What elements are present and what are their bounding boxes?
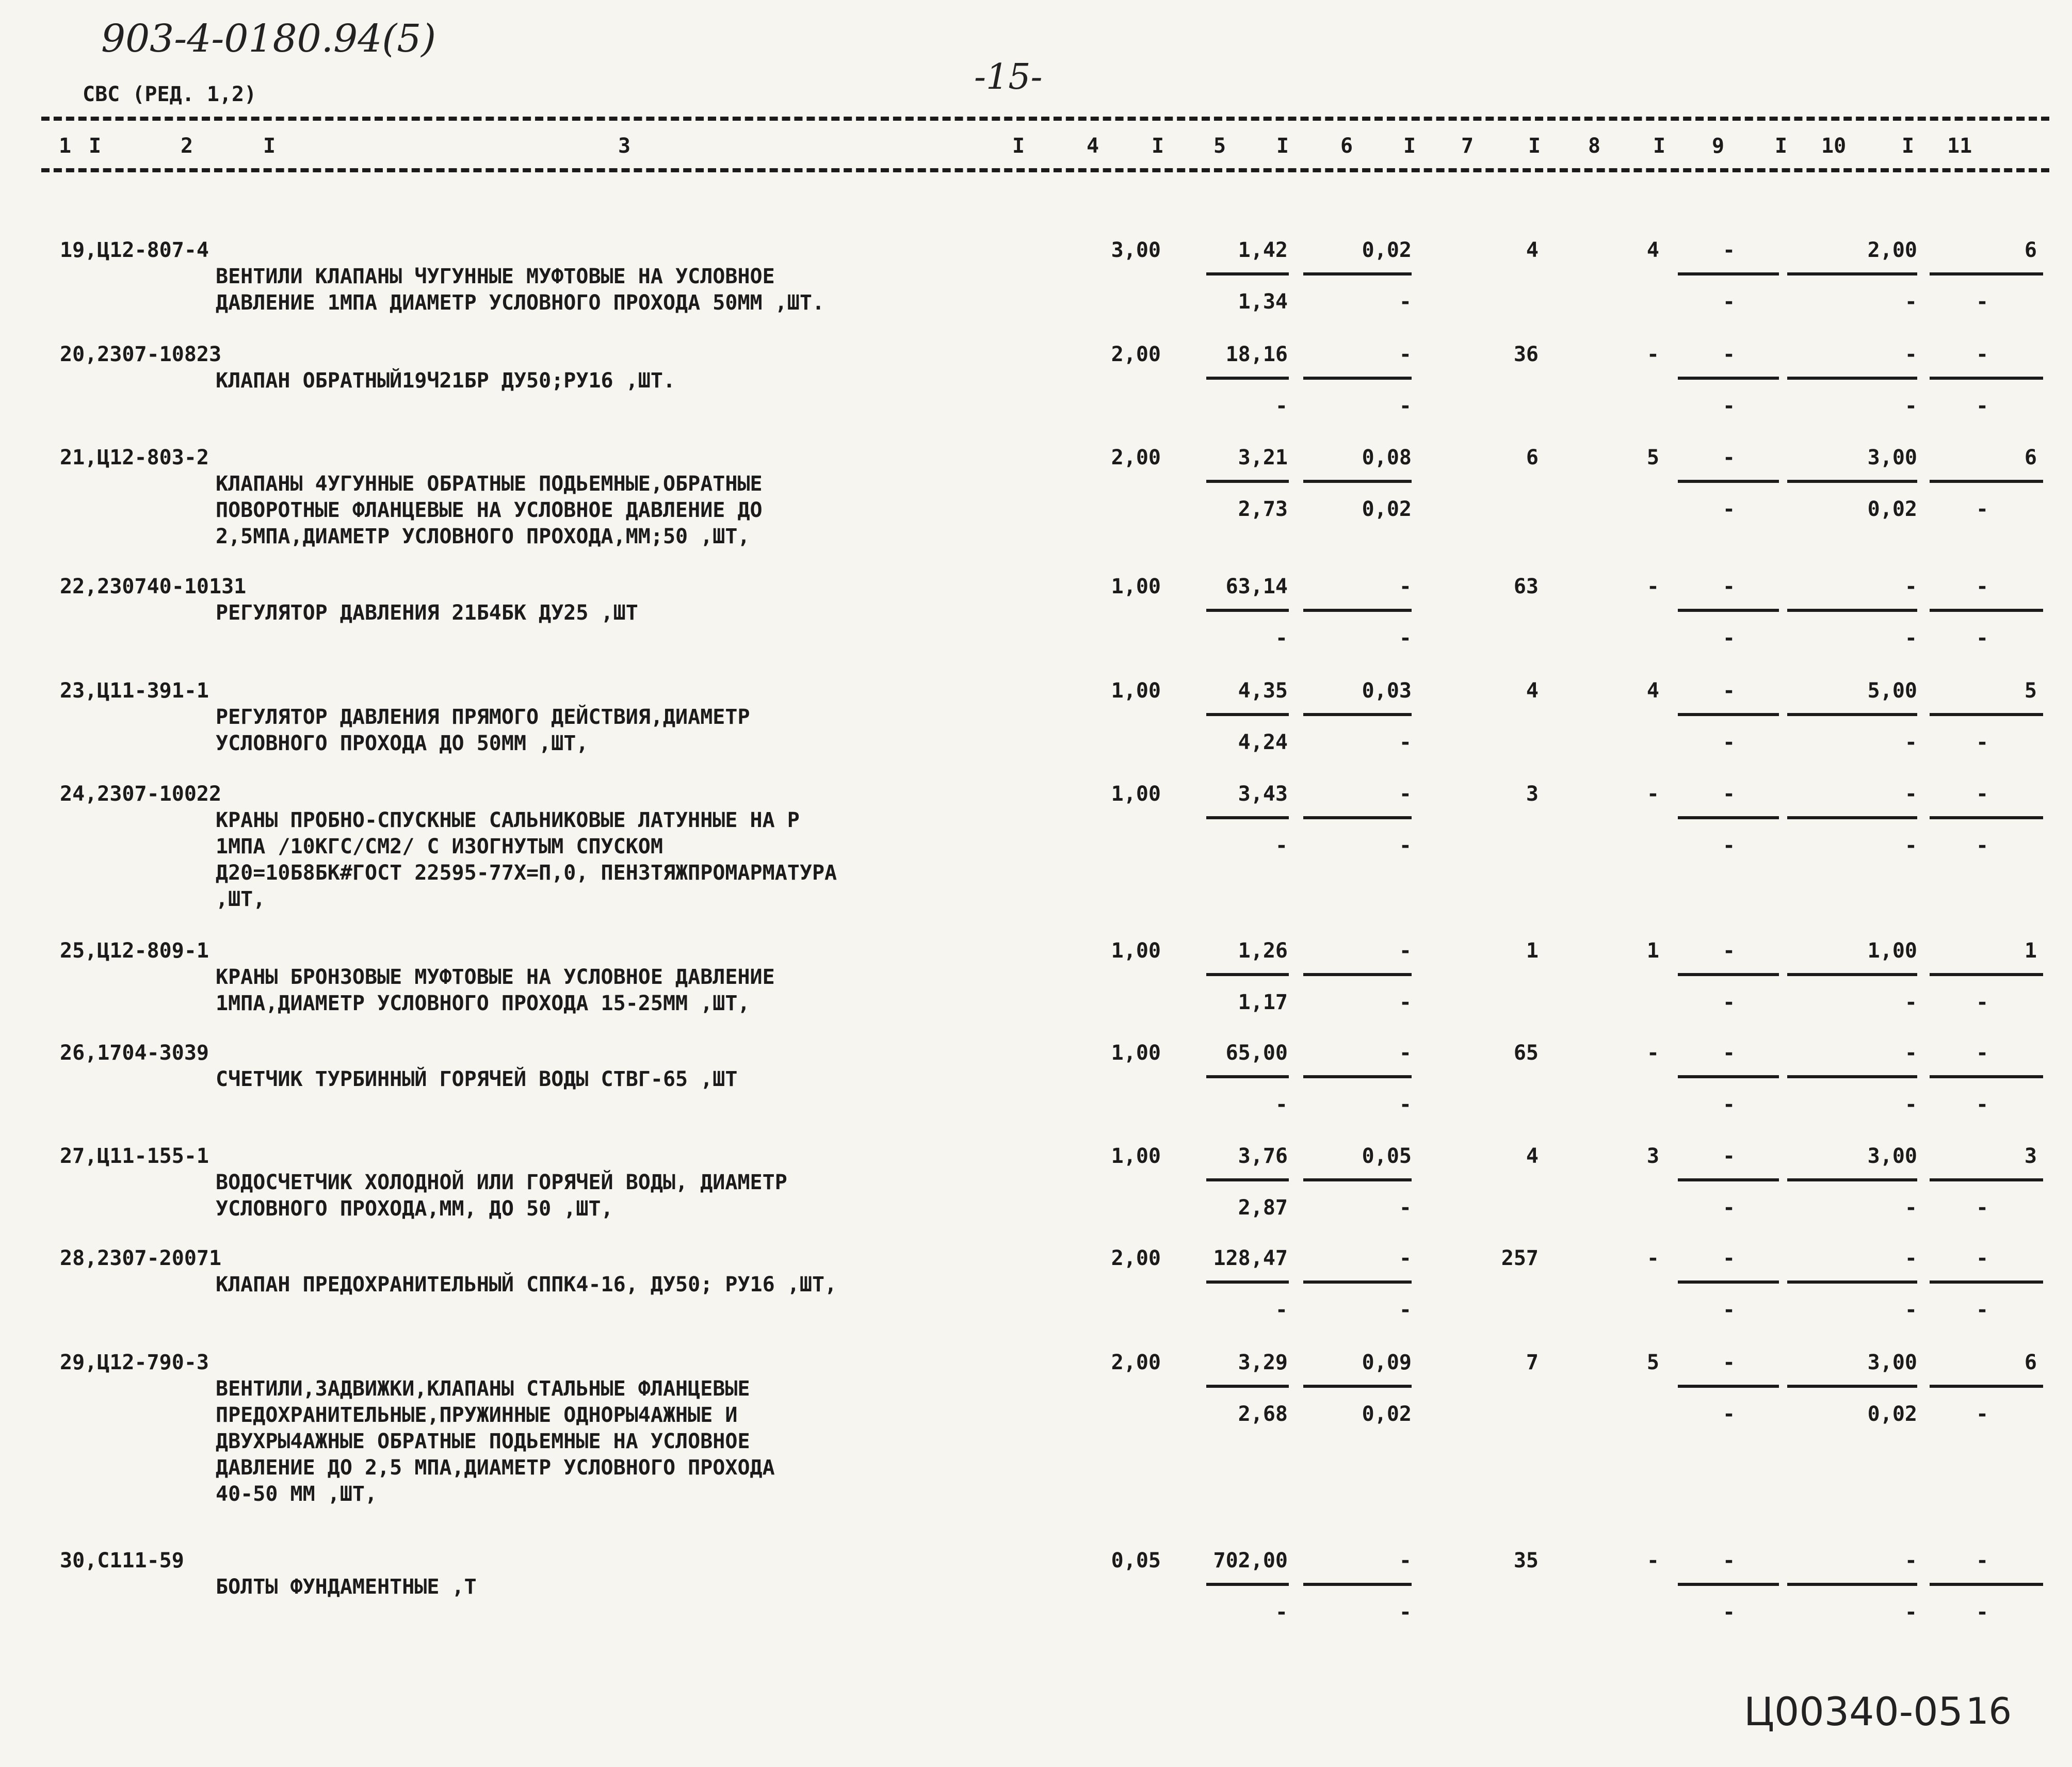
fraction-rule	[1787, 1385, 1917, 1388]
labor-total-value: 3	[2024, 1144, 2037, 1168]
sheet-number: 16	[1966, 1690, 2012, 1732]
labor-per-unit-sub-value: -	[1904, 1093, 1917, 1116]
column-9-value: -	[1722, 343, 1736, 366]
edition-label: СВС (РЕД. 1,2)	[83, 83, 257, 106]
labor-per-unit-sub-value: -	[1904, 1600, 1917, 1624]
total-cost-value: 4	[1526, 679, 1539, 703]
total-cost-value: 63	[1513, 575, 1539, 598]
unit-cost-machines: -	[1399, 1549, 1412, 1573]
column-separator: I	[1902, 134, 1915, 158]
item-description-line: КЛАПАНЫ 4УГУННЫЕ ОБРАТНЫЕ ПОДЬЕМНЫЕ,ОБРАТНЫЕ	[216, 472, 763, 496]
fraction-rule	[1206, 609, 1289, 612]
fraction-rule	[1206, 973, 1289, 976]
column-number-8: 8	[1588, 134, 1601, 158]
labor-per-unit-value: 3,00	[1867, 446, 1917, 469]
fraction-rule	[1787, 272, 1917, 275]
column-separator: I	[1276, 134, 1289, 158]
labor-per-unit-sub-value: -	[1904, 731, 1917, 754]
unit-cost-total: 702,00	[1213, 1549, 1288, 1573]
item-code: 19,Ц12-807-4	[60, 238, 209, 262]
fraction-rule	[1303, 1280, 1412, 1284]
unit-cost-total: 4,35	[1238, 679, 1288, 703]
fraction-rule	[1787, 816, 1917, 819]
labor-per-unit-sub-value: -	[1904, 394, 1917, 418]
labor-total-sub-value: -	[1976, 394, 1989, 418]
fraction-rule	[1303, 1583, 1412, 1586]
labor-total-sub-value: -	[1976, 1600, 1989, 1624]
labor-per-unit-value: -	[1904, 1041, 1917, 1065]
total-cost-value: 6	[1526, 446, 1539, 469]
total-wages-value: -	[1646, 1246, 1659, 1270]
unit-cost-total: 18,16	[1225, 343, 1288, 366]
unit-cost-machines-wages: -	[1399, 1196, 1412, 1220]
total-cost-value: 4	[1526, 238, 1539, 262]
fraction-rule	[1930, 1385, 2043, 1388]
item-description-line: Д20=10Б8БК#ГОСТ 22595-77Х=П,0, ПЕНЗТЯЖПРОМАРМАТУРА	[216, 861, 837, 885]
column-separator: I	[263, 134, 276, 158]
item-code: 20,2307-10823	[60, 343, 222, 366]
item-description-line: ДВУХРЫ4АЖНЫЕ ОБРАТНЫЕ ПОДЬЕМНЫЕ НА УСЛОВНОЕ	[216, 1430, 750, 1453]
unit-cost-machines: 0,08	[1362, 446, 1412, 469]
labor-total-value: -	[1976, 782, 1989, 806]
quantity-value: 2,00	[1111, 1246, 1161, 1270]
fraction-rule	[1678, 1075, 1779, 1078]
fraction-rule	[1930, 1178, 2043, 1181]
labor-per-unit-value: -	[1904, 1549, 1917, 1573]
total-wages-value: 5	[1646, 1351, 1659, 1374]
total-wages-value: 1	[1646, 939, 1659, 963]
column-9-sub-value: -	[1722, 1196, 1736, 1220]
unit-cost-machines-wages: -	[1399, 1298, 1412, 1322]
fraction-rule	[1678, 1280, 1779, 1284]
fraction-rule	[1303, 272, 1412, 275]
item-description-line: КРАНЫ БРОНЗОВЫЕ МУФТОВЫЕ НА УСЛОВНОЕ ДАВЛЕНИЕ	[216, 965, 775, 989]
total-cost-value: 65	[1513, 1041, 1539, 1065]
labor-per-unit-value: -	[1904, 782, 1917, 806]
labor-total-sub-value: -	[1976, 1093, 1989, 1116]
item-code: 26,1704-3039	[60, 1041, 209, 1065]
labor-per-unit-sub-value: -	[1904, 1298, 1917, 1322]
fraction-rule	[1206, 1385, 1289, 1388]
fraction-rule	[1678, 1385, 1779, 1388]
unit-cost-total: 128,47	[1213, 1246, 1288, 1270]
fraction-rule	[1206, 1280, 1289, 1284]
fraction-rule	[1930, 1280, 2043, 1284]
unit-cost-materials: 4,24	[1238, 731, 1288, 754]
fraction-rule	[1678, 377, 1779, 380]
labor-total-value: -	[1976, 343, 1989, 366]
labor-per-unit-sub-value: -	[1904, 626, 1917, 650]
labor-per-unit-value: -	[1904, 1246, 1917, 1270]
fraction-rule	[1678, 1583, 1779, 1586]
item-description-line: РЕГУЛЯТОР ДАВЛЕНИЯ 21Б4БК ДУ25 ,ШТ	[216, 601, 638, 625]
fraction-rule	[1678, 1178, 1779, 1181]
quantity-value: 1,00	[1111, 939, 1161, 963]
item-code: 30,С111-59	[60, 1549, 184, 1573]
item-code: 29,Ц12-790-3	[60, 1351, 209, 1374]
unit-cost-machines-wages: -	[1399, 1093, 1412, 1116]
quantity-value: 1,00	[1111, 1041, 1161, 1065]
total-cost-value: 35	[1513, 1549, 1539, 1573]
fraction-rule	[1930, 1583, 2043, 1586]
fraction-rule	[1930, 713, 2043, 716]
fraction-rule	[1206, 1178, 1289, 1181]
labor-total-sub-value: -	[1976, 1196, 1989, 1220]
fraction-rule	[1303, 973, 1412, 976]
fraction-rule	[1678, 816, 1779, 819]
column-9-sub-value: -	[1722, 497, 1736, 521]
total-wages-value: 4	[1646, 679, 1659, 703]
fraction-rule	[1206, 816, 1289, 819]
item-code: 28,2307-20071	[60, 1246, 222, 1270]
column-number-7: 7	[1461, 134, 1474, 158]
column-9-sub-value: -	[1722, 1402, 1736, 1426]
unit-cost-materials: -	[1275, 834, 1288, 857]
item-description-line: ДАВЛЕНИЕ 1МПА ДИАМЕТР УСЛОВНОГО ПРОХОДА 50ММ ,ШТ.	[216, 291, 825, 315]
total-wages-value: -	[1646, 343, 1659, 366]
fraction-rule	[1930, 272, 2043, 275]
labor-total-value: -	[1976, 575, 1989, 598]
quantity-value: 1,00	[1111, 679, 1161, 703]
fraction-rule	[1787, 1583, 1917, 1586]
total-wages-value: -	[1646, 1041, 1659, 1065]
unit-cost-machines: 0,09	[1362, 1351, 1412, 1374]
fraction-rule	[1303, 816, 1412, 819]
unit-cost-materials: -	[1275, 394, 1288, 418]
column-9-value: -	[1722, 1351, 1736, 1374]
unit-cost-machines-wages: -	[1399, 731, 1412, 754]
unit-cost-total: 3,21	[1238, 446, 1288, 469]
item-code: 22,230740-10131	[60, 575, 247, 598]
unit-cost-machines: -	[1399, 1246, 1412, 1270]
unit-cost-machines: 0,03	[1362, 679, 1412, 703]
header-divider-top	[41, 117, 2049, 121]
unit-cost-machines: 0,05	[1362, 1144, 1412, 1168]
column-separator: I	[1403, 134, 1416, 158]
unit-cost-machines: 0,02	[1362, 238, 1412, 262]
unit-cost-total: 3,29	[1238, 1351, 1288, 1374]
labor-per-unit-value: 3,00	[1867, 1351, 1917, 1374]
unit-cost-machines: -	[1399, 343, 1412, 366]
item-description-line: ПОВОРОТНЫЕ ФЛАНЦЕВЫЕ НА УСЛОВНОЕ ДАВЛЕНИЕ ДО	[216, 498, 763, 522]
labor-per-unit-value: -	[1904, 575, 1917, 598]
column-number-11: 11	[1947, 134, 1972, 158]
item-description-line: ПРЕДОХРАНИТЕЛЬНЫЕ,ПРУЖИННЫЕ ОДНОРЫ4АЖНЫЕ И	[216, 1403, 738, 1427]
fraction-rule	[1678, 713, 1779, 716]
item-description-line: ВЕНТИЛИ,ЗАДВИЖКИ,КЛАПАНЫ СТАЛЬНЫЕ ФЛАНЦЕВЫЕ	[216, 1377, 750, 1401]
labor-total-value: 6	[2024, 238, 2037, 262]
fraction-rule	[1787, 377, 1917, 380]
total-wages-value: 4	[1646, 238, 1659, 262]
unit-cost-materials: 1,34	[1238, 290, 1288, 314]
labor-per-unit-sub-value: 0,02	[1867, 497, 1917, 521]
column-number-2: 2	[181, 134, 193, 158]
fraction-rule	[1930, 973, 2043, 976]
quantity-value: 3,00	[1111, 238, 1161, 262]
column-number-4: 4	[1087, 134, 1099, 158]
fraction-rule	[1206, 1583, 1289, 1586]
item-description-line: 2,5МПА,ДИАМЕТР УСЛОВНОГО ПРОХОДА,ММ;50 ,ШТ,	[216, 525, 750, 548]
labor-total-value: 6	[2024, 446, 2037, 469]
item-description-line: КРАНЫ ПРОБНО-СПУСКНЫЕ САЛЬНИКОВЫЕ ЛАТУННЫЕ НА Р	[216, 808, 800, 832]
column-separator: I	[1152, 134, 1164, 158]
fraction-rule	[1678, 609, 1779, 612]
quantity-value: 0,05	[1111, 1549, 1161, 1573]
unit-cost-materials: -	[1275, 1600, 1288, 1624]
quantity-value: 1,00	[1111, 782, 1161, 806]
unit-cost-machines-wages: -	[1399, 626, 1412, 650]
unit-cost-machines-wages: -	[1399, 394, 1412, 418]
labor-per-unit-value: 2,00	[1867, 238, 1917, 262]
labor-per-unit-value: -	[1904, 343, 1917, 366]
unit-cost-total: 65,00	[1225, 1041, 1288, 1065]
column-number-10: 10	[1821, 134, 1847, 158]
quantity-value: 2,00	[1111, 1351, 1161, 1374]
fraction-rule	[1678, 272, 1779, 275]
total-cost-value: 7	[1526, 1351, 1539, 1374]
unit-cost-machines: -	[1399, 1041, 1412, 1065]
fraction-rule	[1787, 713, 1917, 716]
item-description-line: УСЛОВНОГО ПРОХОДА,ММ, ДО 50 ,ШТ,	[216, 1197, 613, 1221]
unit-cost-materials: 2,87	[1238, 1196, 1288, 1220]
labor-total-sub-value: -	[1976, 991, 1989, 1014]
unit-cost-machines: -	[1399, 939, 1412, 963]
total-cost-value: 257	[1501, 1246, 1539, 1270]
labor-per-unit-value: 5,00	[1867, 679, 1917, 703]
unit-cost-materials: -	[1275, 1298, 1288, 1322]
item-description-line: ВЕНТИЛИ КЛАПАНЫ ЧУГУННЫЕ МУФТОВЫЕ НА УСЛОВНОЕ	[216, 265, 775, 288]
item-description-line: 1МПА,ДИАМЕТР УСЛОВНОГО ПРОХОДА 15-25ММ ,ШТ,	[216, 992, 750, 1015]
fraction-rule	[1787, 1280, 1917, 1284]
fraction-rule	[1303, 1385, 1412, 1388]
fraction-rule	[1930, 480, 2043, 483]
labor-total-sub-value: -	[1976, 731, 1989, 754]
quantity-value: 2,00	[1111, 343, 1161, 366]
total-cost-value: 1	[1526, 939, 1539, 963]
labor-per-unit-sub-value: 0,02	[1867, 1402, 1917, 1426]
column-9-value: -	[1722, 1549, 1736, 1573]
fraction-rule	[1206, 377, 1289, 380]
fraction-rule	[1787, 480, 1917, 483]
column-9-sub-value: -	[1722, 1600, 1736, 1624]
column-9-sub-value: -	[1722, 991, 1736, 1014]
unit-cost-machines-wages: 0,02	[1362, 1402, 1412, 1426]
total-wages-value: -	[1646, 782, 1659, 806]
total-cost-value: 4	[1526, 1144, 1539, 1168]
column-9-sub-value: -	[1722, 626, 1736, 650]
labor-per-unit-sub-value: -	[1904, 991, 1917, 1014]
unit-cost-total: 1,26	[1238, 939, 1288, 963]
fraction-rule	[1303, 713, 1412, 716]
unit-cost-materials: 1,17	[1238, 991, 1288, 1014]
fraction-rule	[1303, 609, 1412, 612]
column-9-value: -	[1722, 939, 1736, 963]
labor-total-value: -	[1976, 1041, 1989, 1065]
fraction-rule	[1930, 377, 2043, 380]
column-9-value: -	[1722, 1246, 1736, 1270]
column-9-sub-value: -	[1722, 731, 1736, 754]
labor-per-unit-sub-value: -	[1904, 1196, 1917, 1220]
fraction-rule	[1678, 480, 1779, 483]
unit-cost-machines: -	[1399, 782, 1412, 806]
quantity-value: 1,00	[1111, 575, 1161, 598]
archive-stamp: Ц00340-05	[1744, 1689, 1963, 1734]
column-number-1: 1	[59, 134, 72, 158]
item-description-line: 40-50 ММ ,ШТ,	[216, 1482, 378, 1506]
labor-total-sub-value: -	[1976, 626, 1989, 650]
column-9-value: -	[1722, 782, 1736, 806]
column-number-6: 6	[1340, 134, 1353, 158]
item-code: 27,Ц11-155-1	[60, 1144, 209, 1168]
fraction-rule	[1303, 480, 1412, 483]
column-9-sub-value: -	[1722, 290, 1736, 314]
fraction-rule	[1206, 713, 1289, 716]
labor-total-sub-value: -	[1976, 290, 1989, 314]
fraction-rule	[1930, 816, 2043, 819]
document-code-handwritten: 903-4-0180.94(5)	[101, 17, 436, 61]
column-9-value: -	[1722, 238, 1736, 262]
column-9-sub-value: -	[1722, 1298, 1736, 1322]
item-description-line: КЛАПАН ОБРАТНЫЙ19Ч21БР ДУ50;РУ16 ,ШТ.	[216, 369, 676, 393]
fraction-rule	[1787, 609, 1917, 612]
item-description-line: 1МПА /10КГС/СМ2/ С ИЗОГНУТЫМ СПУСКОМ	[216, 835, 663, 858]
column-9-sub-value: -	[1722, 834, 1736, 857]
fraction-rule	[1303, 1178, 1412, 1181]
unit-cost-total: 3,76	[1238, 1144, 1288, 1168]
column-9-value: -	[1722, 679, 1736, 703]
item-description-line: БОЛТЫ ФУНДАМЕНТНЫЕ ,Т	[216, 1575, 477, 1599]
column-separator: I	[1775, 134, 1788, 158]
item-code: 24,2307-10022	[60, 782, 222, 806]
total-wages-value: -	[1646, 575, 1659, 598]
unit-cost-machines: -	[1399, 575, 1412, 598]
item-description-line: РЕГУЛЯТОР ДАВЛЕНИЯ ПРЯМОГО ДЕЙСТВИЯ,ДИАМЕТР	[216, 705, 750, 729]
unit-cost-machines-wages: -	[1399, 834, 1412, 857]
item-description-line: ,ШТ,	[216, 887, 266, 911]
unit-cost-materials: 2,68	[1238, 1402, 1288, 1426]
total-wages-value: -	[1646, 1549, 1659, 1573]
labor-total-sub-value: -	[1976, 1402, 1989, 1426]
column-separator: I	[1528, 134, 1541, 158]
labor-total-value: -	[1976, 1246, 1989, 1270]
item-description-line: КЛАПАН ПРЕДОХРАНИТЕЛЬНЫЙ СППК4-16, ДУ50; РУ16 ,ШТ,	[216, 1273, 837, 1296]
fraction-rule	[1206, 272, 1289, 275]
fraction-rule	[1206, 480, 1289, 483]
item-code: 21,Ц12-803-2	[60, 446, 209, 469]
fraction-rule	[1303, 377, 1412, 380]
fraction-rule	[1206, 1075, 1289, 1078]
item-description-line: ВОДОСЧЕТЧИК ХОЛОДНОЙ ИЛИ ГОРЯЧЕЙ ВОДЫ, ДИАМЕТР	[216, 1171, 787, 1194]
column-9-value: -	[1722, 1144, 1736, 1168]
fraction-rule	[1930, 609, 2043, 612]
page-number: -15-	[974, 57, 1043, 98]
total-cost-value: 36	[1513, 343, 1539, 366]
labor-total-sub-value: -	[1976, 497, 1989, 521]
column-separator: I	[1653, 134, 1666, 158]
total-wages-value: 5	[1646, 446, 1659, 469]
unit-cost-total: 63,14	[1225, 575, 1288, 598]
fraction-rule	[1787, 1178, 1917, 1181]
labor-total-sub-value: -	[1976, 834, 1989, 857]
item-code: 23,Ц11-391-1	[60, 679, 209, 703]
labor-per-unit-sub-value: -	[1904, 290, 1917, 314]
column-9-value: -	[1722, 1041, 1736, 1065]
item-code: 25,Ц12-809-1	[60, 939, 209, 963]
column-separator: I	[89, 134, 102, 158]
labor-total-value: 6	[2024, 1351, 2037, 1374]
unit-cost-materials: -	[1275, 626, 1288, 650]
unit-cost-materials: 2,73	[1238, 497, 1288, 521]
fraction-rule	[1787, 1075, 1917, 1078]
column-9-sub-value: -	[1722, 1093, 1736, 1116]
fraction-rule	[1678, 973, 1779, 976]
column-separator: I	[1012, 134, 1025, 158]
fraction-rule	[1303, 1075, 1412, 1078]
column-number-3: 3	[618, 134, 631, 158]
unit-cost-machines-wages: -	[1399, 991, 1412, 1014]
labor-total-value: 1	[2024, 939, 2037, 963]
header-divider-bottom	[41, 168, 2049, 172]
fraction-rule	[1787, 973, 1917, 976]
labor-total-value: 5	[2024, 679, 2037, 703]
unit-cost-machines-wages: -	[1399, 290, 1412, 314]
total-wages-value: 3	[1646, 1144, 1659, 1168]
column-9-value: -	[1722, 575, 1736, 598]
unit-cost-total: 1,42	[1238, 238, 1288, 262]
item-description-line: СЧЕТЧИК ТУРБИННЫЙ ГОРЯЧЕЙ ВОДЫ СТВГ-65 ,ШТ	[216, 1067, 738, 1091]
column-number-9: 9	[1712, 134, 1725, 158]
labor-per-unit-value: 1,00	[1867, 939, 1917, 963]
unit-cost-materials: -	[1275, 1093, 1288, 1116]
column-number-5: 5	[1213, 134, 1226, 158]
labor-total-sub-value: -	[1976, 1298, 1989, 1322]
quantity-value: 2,00	[1111, 446, 1161, 469]
total-cost-value: 3	[1526, 782, 1539, 806]
labor-total-value: -	[1976, 1549, 1989, 1573]
column-9-value: -	[1722, 446, 1736, 469]
labor-per-unit-value: 3,00	[1867, 1144, 1917, 1168]
fraction-rule	[1930, 1075, 2043, 1078]
unit-cost-total: 3,43	[1238, 782, 1288, 806]
labor-per-unit-sub-value: -	[1904, 834, 1917, 857]
quantity-value: 1,00	[1111, 1144, 1161, 1168]
item-description-line: УСЛОВНОГО ПРОХОДА ДО 50ММ ,ШТ,	[216, 732, 589, 755]
item-description-line: ДАВЛЕНИЕ ДО 2,5 МПА,ДИАМЕТР УСЛОВНОГО ПРОХОДА	[216, 1456, 775, 1480]
unit-cost-machines-wages: 0,02	[1362, 497, 1412, 521]
column-9-sub-value: -	[1722, 394, 1736, 418]
unit-cost-machines-wages: -	[1399, 1600, 1412, 1624]
